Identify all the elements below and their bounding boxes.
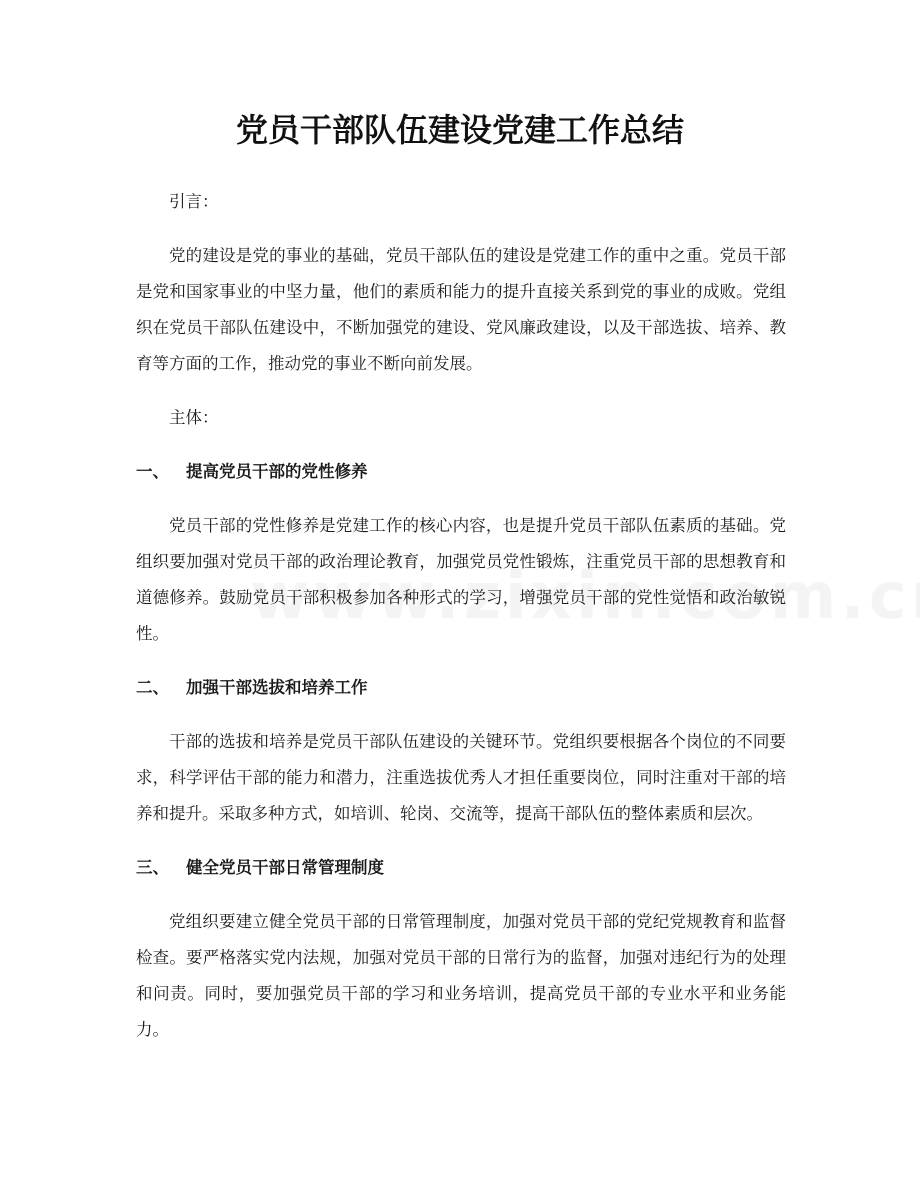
intro-paragraph: 党的建设是党的事业的基础，党员干部队伍的建设是党建工作的重中之重。党员干部是党和国家事业的中坚力量，他们的素质和能力的提升直接关系到党的事业的成败。党组织在党员干部队伍建设中，不断加强党的建设、党风廉政建设，以及干部选拔、培养、教育等方面的工作，推动党的事业不断向前发展。	[136, 246, 786, 373]
section-number: 一、	[136, 462, 169, 481]
page-title: 党员干部队伍建设党建工作总结	[235, 111, 684, 149]
section-heading-text: 提高党员干部的党性修养	[186, 462, 368, 481]
section-heading-text: 加强干部选拔和培养工作	[186, 678, 368, 697]
section-heading-text: 健全党员干部日常管理制度	[186, 858, 384, 877]
section-heading-1	[136, 454, 786, 490]
section-number: 三、	[136, 858, 169, 877]
document-body	[136, 184, 786, 1048]
body-label: 主体：	[169, 408, 219, 427]
section-number: 二、	[136, 678, 169, 697]
section-paragraph-3: 党组织要建立健全党员干部的日常管理制度，加强对党员干部的党纪党规教育和监督检查。要严格落实党内法规，加强对党员干部的日常行为的监督，加强对违纪行为的处理和问责。同时，要加强党员干部的学习和业务培训，提高党员干部的专业水平和业务能力。	[136, 912, 786, 1039]
section-paragraph-1: 党员干部的党性修养是党建工作的核心内容，也是提升党员干部队伍素质的基础。党组织要加强对党员干部的政治理论教育，加强党员党性锻炼，注重党员干部的思想教育和道德修养。鼓励党员干部积极参加各种形式的学习，增强党员干部的党性觉悟和政治敏锐性。	[136, 516, 786, 643]
section-heading-3	[136, 850, 786, 886]
intro-label: 引言：	[169, 192, 219, 211]
section-heading-2	[136, 670, 786, 706]
section-paragraph-2: 干部的选拔和培养是党员干部队伍建设的关键环节。党组织要根据各个岗位的不同要求，科学评估干部的能力和潜力，注重选拔优秀人才担任重要岗位，同时注重对干部的培养和提升。采取多种方式，如培训、轮岗、交流等，提高干部队伍的整体素质和层次。	[136, 732, 786, 823]
